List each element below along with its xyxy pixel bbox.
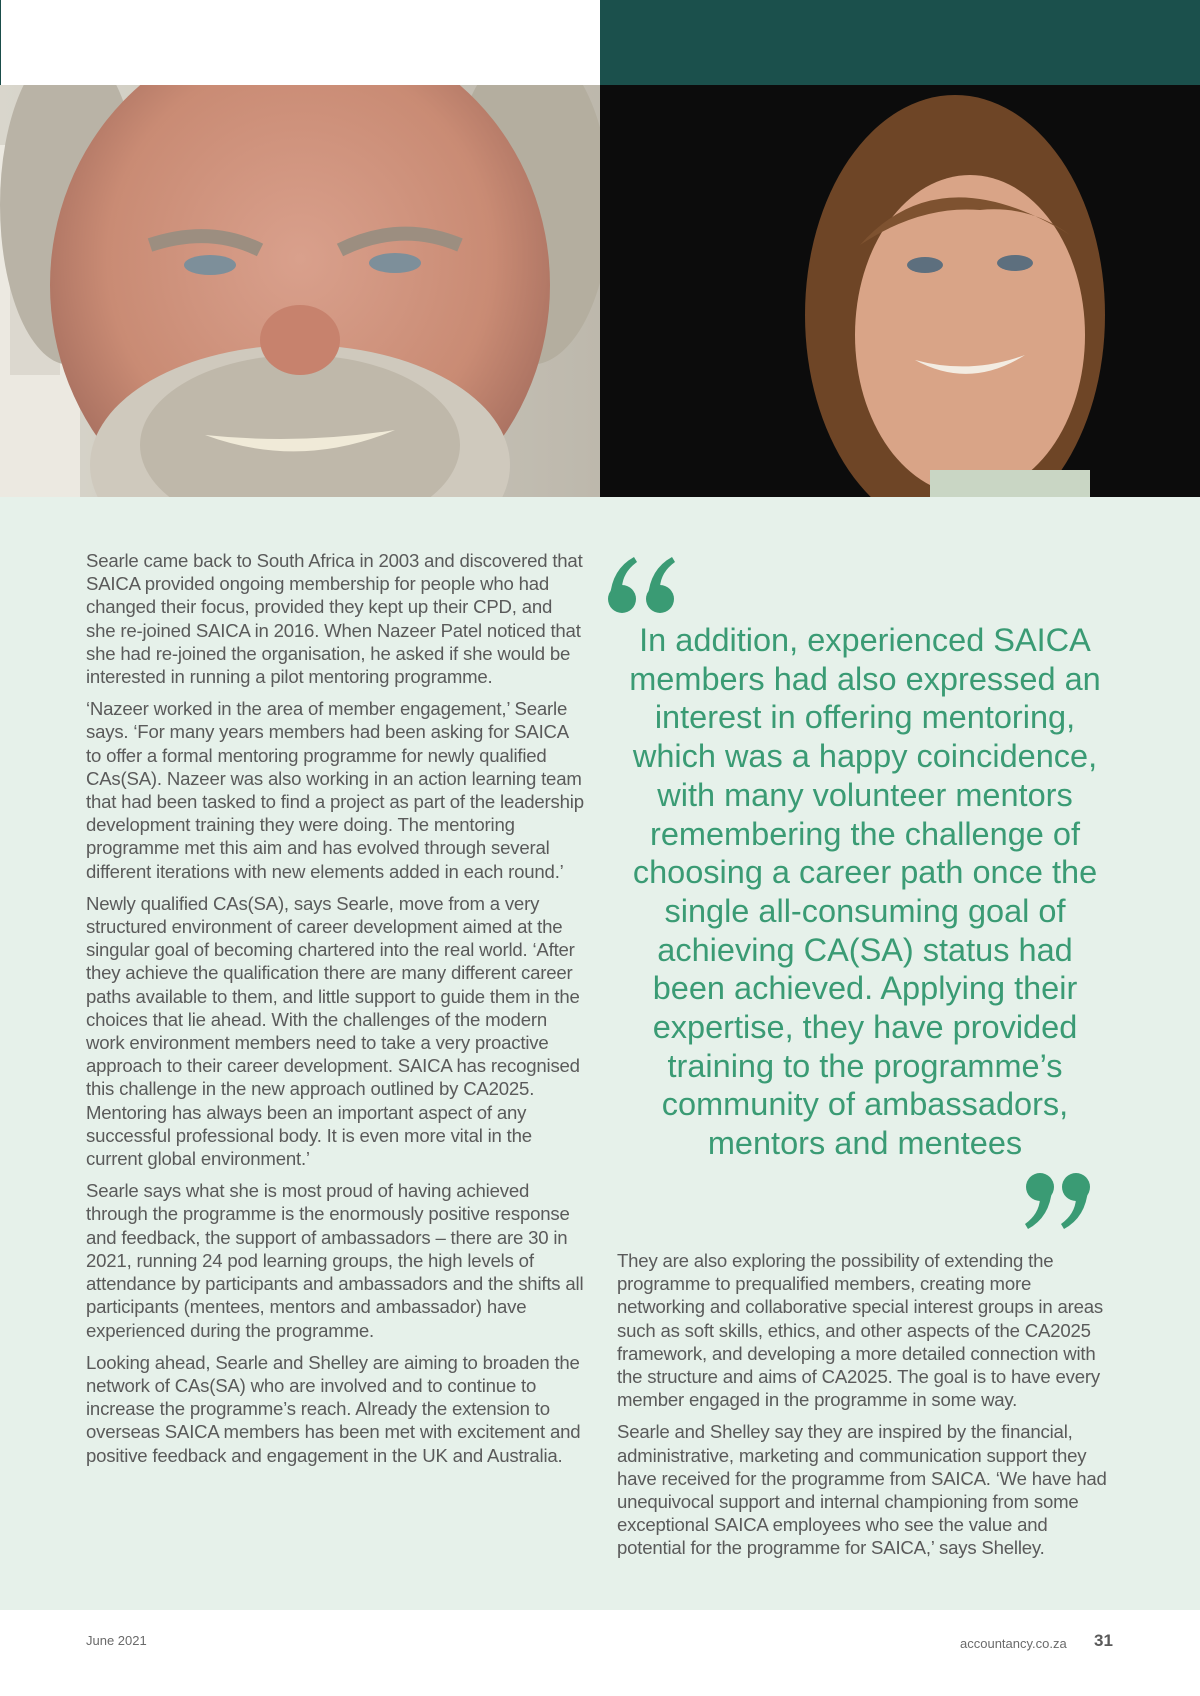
footer-website: accountancy.co.za (960, 1636, 1067, 1651)
body-paragraph: Newly qualified CAs(SA), says Searle, move from a very structured environment of career development aimed at the singular goal of becoming chartered into the real world. ‘After they achieve the qualification there are many different career paths available to them, and little support to guide them in the choices that lie ahead. With the challenges of the modern work environment members need to take a very proactive approach to their career development. SAICA has recognised this challenge in the new approach outlined by CA2025. Mentoring has always been an important aspect of any successful professional body. It is even more vital in the current global environment.’ (86, 892, 580, 1170)
body-paragraph: Searle came back to South Africa in 2003 and discovered that SAICA provided ongoing membership for people who had changed their focus, provided they kept up their CPD, and she re-joined SAICA in 2016. When Nazeer Patel noticed that she had re-joined the organisation, he asked if she would be interested in running a pilot mentoring programme. (86, 550, 583, 688)
article-right-column (617, 1249, 1117, 1569)
header-white-band (0, 0, 600, 85)
photo-woman-smiling (600, 85, 1200, 497)
footer-date: June 2021 (86, 1633, 147, 1648)
open-quote-icon (606, 555, 680, 615)
body-paragraph: Looking ahead, Searle and Shelley are aiming to broaden the network of CAs(SA) who are involved and to continue to increase the programme’s reach. Already the extension to overseas SAICA members has been met with excitement and positive feedback and engagement in the UK and Australia. (86, 1351, 581, 1466)
article-left-column (86, 549, 586, 1476)
body-paragraph: Searle says what she is most proud of having achieved through the programme is the enormously positive response and feedback, the support of ambassadors – there are 30 in 2021, running 24 pod learning groups, the high levels of attendance by participants and ambassadors and the shifts all participants (mentees, mentors and ambassador) have experienced during the programme. (86, 1180, 584, 1341)
body-paragraph: They are also exploring the possibility of extending the programme to prequalified members, creating more networking and collaborative special interest groups in areas such as soft skills, ethics, and other aspects of the CA2025 framework, and developing a more detailed connection with the structure and aims of CA2025. The goal is to have every member engaged in the programme in some way. (617, 1250, 1103, 1411)
header-teal-band (600, 0, 1200, 85)
close-quote-icon (1024, 1173, 1094, 1231)
body-paragraph: ‘Nazeer worked in the area of member engagement,’ Searle says. ‘For many years members had been asking for SAICA to offer a formal mentoring programme for newly qualified CAs(SA). Nazeer was also working in an action learning team that had been tasked to find a project as part of the leadership development training they were doing. The mentoring programme met this aim and has evolved through several different iterations with new elements added in each round.’ (86, 698, 584, 882)
body-paragraph: Searle and Shelley say they are inspired by the financial, administrative, marketing and communication support they have received for the programme from SAICA. ‘We have had unequivocal support and internal championing from some exceptional SAICA employees who see the value and potential for the programme for SAICA,’ says Shelley. (617, 1421, 1107, 1559)
pull-quote: In addition, experienced SAICA members had also expressed an interest in offering mentoring, which was a happy coincidence, with many volunteer mentors remembering the challenge of choosing a career path once the single all-consuming goal of achieving CA(SA) status had been achieved. Applying their expertise, they have provided training to the programme’s community of ambassadors, mentors and mentees (629, 622, 1101, 1162)
page-number: 31 (1094, 1631, 1113, 1650)
photo-man-smiling (0, 85, 600, 497)
